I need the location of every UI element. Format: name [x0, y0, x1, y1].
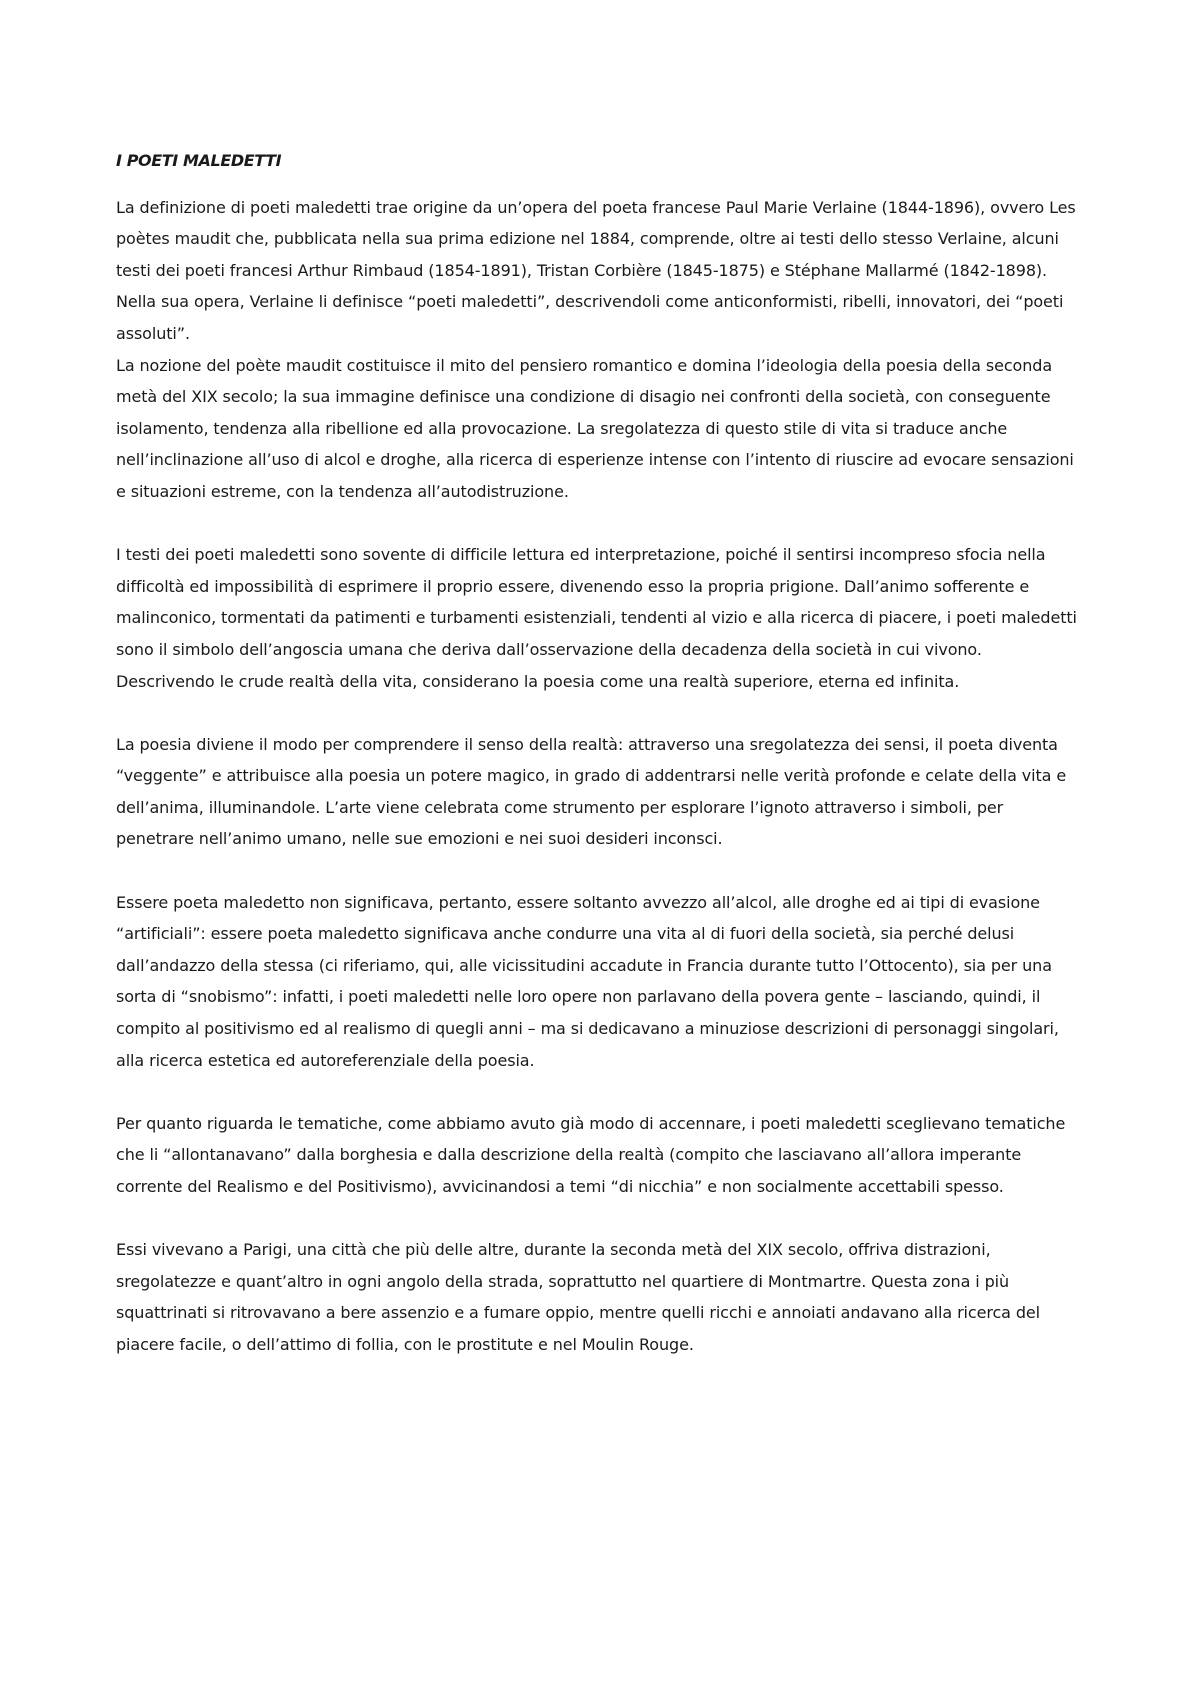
paragraph-definition: La definizione di poeti maledetti trae origine da un’opera del poeta francese Paul Marie Verlaine (1844-1896), ovvero Les poètes maudit che, pubblicata nella sua prima edizione nel 1884, comprende, oltre ai testi dello stesso Verlaine, alcuni testi dei poeti francesi Arthur Rimbaud (1854-1891), Tristan Corbière (1845-1875) e Stéphane Mallarmé (1842-1898).: [116, 197, 1076, 280]
paragraph-poete-maudit: La nozione del poète maudit costituisce il mito del pensiero romantico e domina l’ideologia della poesia della seconda metà del XIX secolo; la sua immagine definisce una condizione di disagio nei confronti della società, con conseguente isolamento, tendenza alla ribellione ed alla provocazione. La sregolatezza di questo stile di vita si traduce anche nell’inclinazione all’uso di alcol e droghe, alla ricerca di esperienze intense con l’intento di riuscire ad evocare sensazioni e situazioni estreme, con la tendenza all’autodistruzione.: [116, 355, 1074, 501]
document-title: I POETI MALEDETTI: [116, 151, 282, 170]
paragraph-verlaine-opera: Nella sua opera, Verlaine li definisce “poeti maledetti”, descrivendoli come anticonformisti, ribelli, innovatori, dei “poeti assoluti”.: [116, 292, 1064, 343]
paragraph-poesia: La poesia diviene il modo per comprendere il senso della realtà: attraverso una sregolatezza dei sensi, il poeta diventa “veggente” e attribuisce alla poesia un potere magico, in grado di addentrarsi nelle verità profonde e celate della vita e dell’anima, illuminandole. L’arte viene celebrata come strumento per esplorare l’ignoto attraverso i simboli, per penetrare nell’animo umano, nelle sue emozioni e nei suoi desideri inconsci.: [116, 734, 1067, 849]
paragraph-tematiche: Per quanto riguarda le tematiche, come abbiamo avuto già modo di accennare, i poeti maledetti sceglievano tematiche che li “allontanavano” dalla borghesia e dalla descrizione della realtà (compito che lasciavano all’allora imperante corrente del Realismo e del Positivismo), avvicinandosi a temi “di nicchia” e non socialmente accettabili spesso.: [116, 1113, 1066, 1196]
paragraph-parigi: Essi vivevano a Parigi, una città che più delle altre, durante la seconda metà del XIX secolo, offriva distrazioni, sregolatezze e quant’altro in ogni angolo della strada, soprattutto nel quartiere di Montmartre. Questa zona i più squattrinati si ritrovavano a bere assenzio e a fumare oppio, mentre quelli ricchi e annoiati andavano alla ricerca del piacere facile, o dell’attimo di follia, con le prostitute e nel Moulin Rouge.: [116, 1240, 1040, 1354]
paragraph-essere-poeta: Essere poeta maledetto non significava, pertanto, essere soltanto avvezzo all’alcol, alle droghe ed ai tipi di evasione “artificiali”: essere poeta maledetto significava anche condurre una vita al di fuori della società, sia perché delusi dall’andazzo della stessa (ci riferiamo, qui, alle vicissitudini accadute in Francia durante tutto l’Ottocento), sia per una sorta di “snobismo”: infatti, i poeti maledetti nelle loro opere non parlavano della povera gente – lasciando, quindi, il compito al positivismo ed al realismo di quegli anni – ma si dedicavano a minuziose descrizioni di personaggi singolari, alla ricerca estetica ed autoreferenziale della poesia.: [116, 892, 1059, 1070]
document-body: [116, 145, 1084, 1361]
paragraph-testi: I testi dei poeti maledetti sono sovente di difficile lettura ed interpretazione, poiché il sentirsi incompreso sfocia nella difficoltà ed impossibilità di esprimere il proprio essere, divenendo esso la propria prigione. Dall’animo sofferente e malinconico, tormentati da patimenti e turbamenti esistenziali, tendenti al vizio e alla ricerca di piacere, i poeti maledetti sono il simbolo dell’angoscia umana che deriva dall’osservazione della decadenza della società in cui vivono. Descrivendo le crude realtà della vita, considerano la poesia come una realtà superiore, eterna ed infinita.: [116, 545, 1077, 691]
